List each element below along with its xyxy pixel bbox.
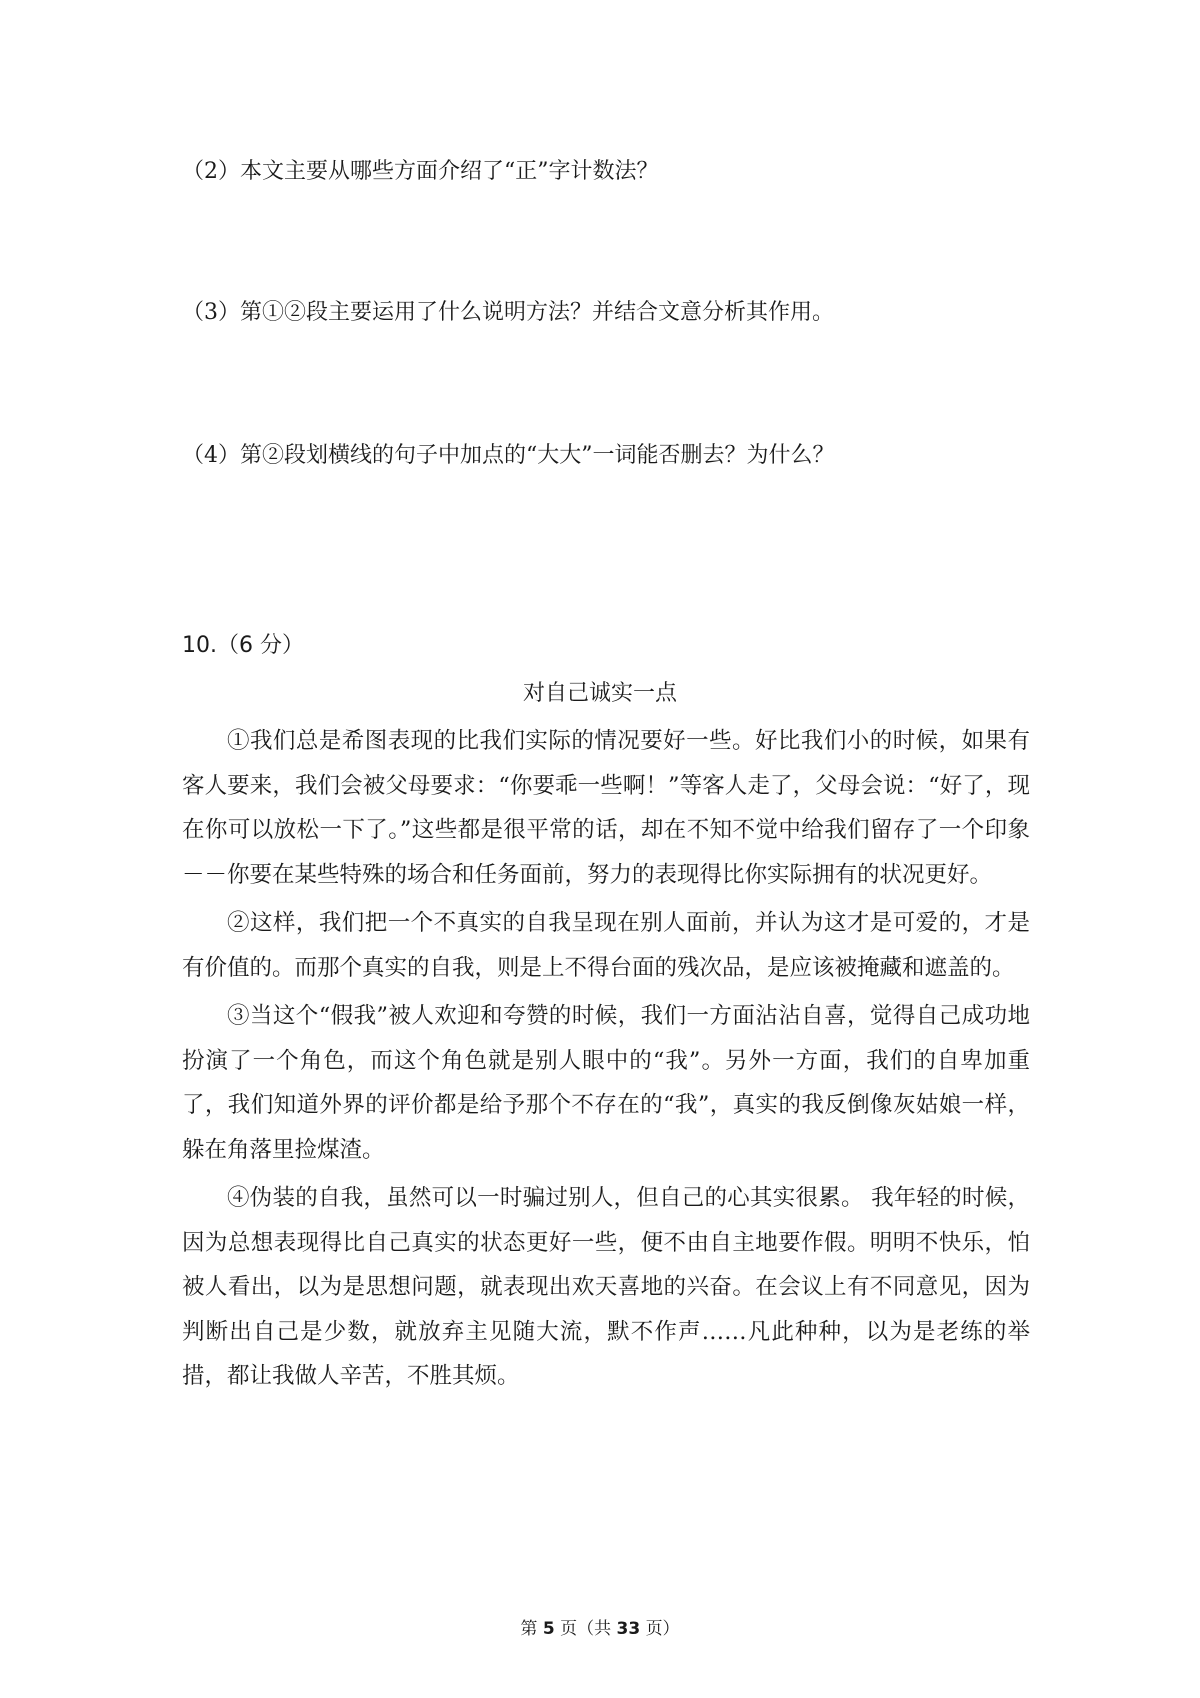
footer-page-number: 5 xyxy=(542,1619,555,1639)
passage-paragraph-3: ③当这个“假我”被人欢迎和夸赞的时候，我们一方面沾沾自喜，觉得自己成功地扮演了一个角色，而这个角色就是别人眼中的“我”。另外一方面，我们的自卑加重了，我们知道外界的评价都是给予那个不存在的“我”，真实的我反倒像灰姑娘一样，躲在角落里捡煤渣。 xyxy=(182,1003,1030,1163)
question-4: （4）第②段划横线的句子中加点的“大大”一词能否删去？为什么？ xyxy=(182,443,835,468)
passage-paragraph-4: ④伪装的自我，虽然可以一时骗过别人，但自己的心其实很累。 我年轻的时候，因为总想表现得比自己真实的状态更好一些，便不由自主地要作假。明明不快乐，怕被人看出，以为是思想问题，就表现出欢天喜地的兴奋。在会议上有不同意见，因为判断出自己是少数，就放弃主见随大流，默不作声……凡此种种，以为是老练的举措，都让我做人辛苦，不胜其烦。 xyxy=(182,1185,1030,1389)
question-2: （2）本文主要从哪些方面介绍了“正”字计数法？ xyxy=(182,159,659,184)
footer-total-pages: 33 xyxy=(616,1619,641,1639)
passage-paragraph-2: ②这样，我们把一个不真实的自我呈现在别人面前，并认为这才是可爱的，才是有价值的。而那个真实的自我，则是上不得台面的残次品，是应该被掩藏和遮盖的。 xyxy=(182,910,1030,981)
footer-prefix: 第 xyxy=(520,1619,538,1639)
passage-paragraph-1: ①我们总是希图表现的比我们实际的情况要好一些。好比我们小的时候，如果有客人要来，我们会被父母要求：“你要乖一些啊！”等客人走了，父母会说：“好了，现在你可以放松一下了。”这些都是很平常的话，却在不知不觉中给我们留存了一个印象－－你要在某些特殊的场合和任务面前，努力的表现得比你实际拥有的状况更好。 xyxy=(182,728,1030,888)
footer-suffix: 页） xyxy=(645,1619,680,1639)
footer-middle: 页（共 xyxy=(560,1619,612,1639)
question-10-heading: 10.（6 分） xyxy=(182,633,304,658)
page-footer xyxy=(0,1618,1200,1640)
passage-body xyxy=(182,719,1030,1403)
passage-title: 对自己诚实一点 xyxy=(522,681,677,706)
question-3: （3）第①②段主要运用了什么说明方法？并结合文意分析其作用。 xyxy=(182,300,834,325)
